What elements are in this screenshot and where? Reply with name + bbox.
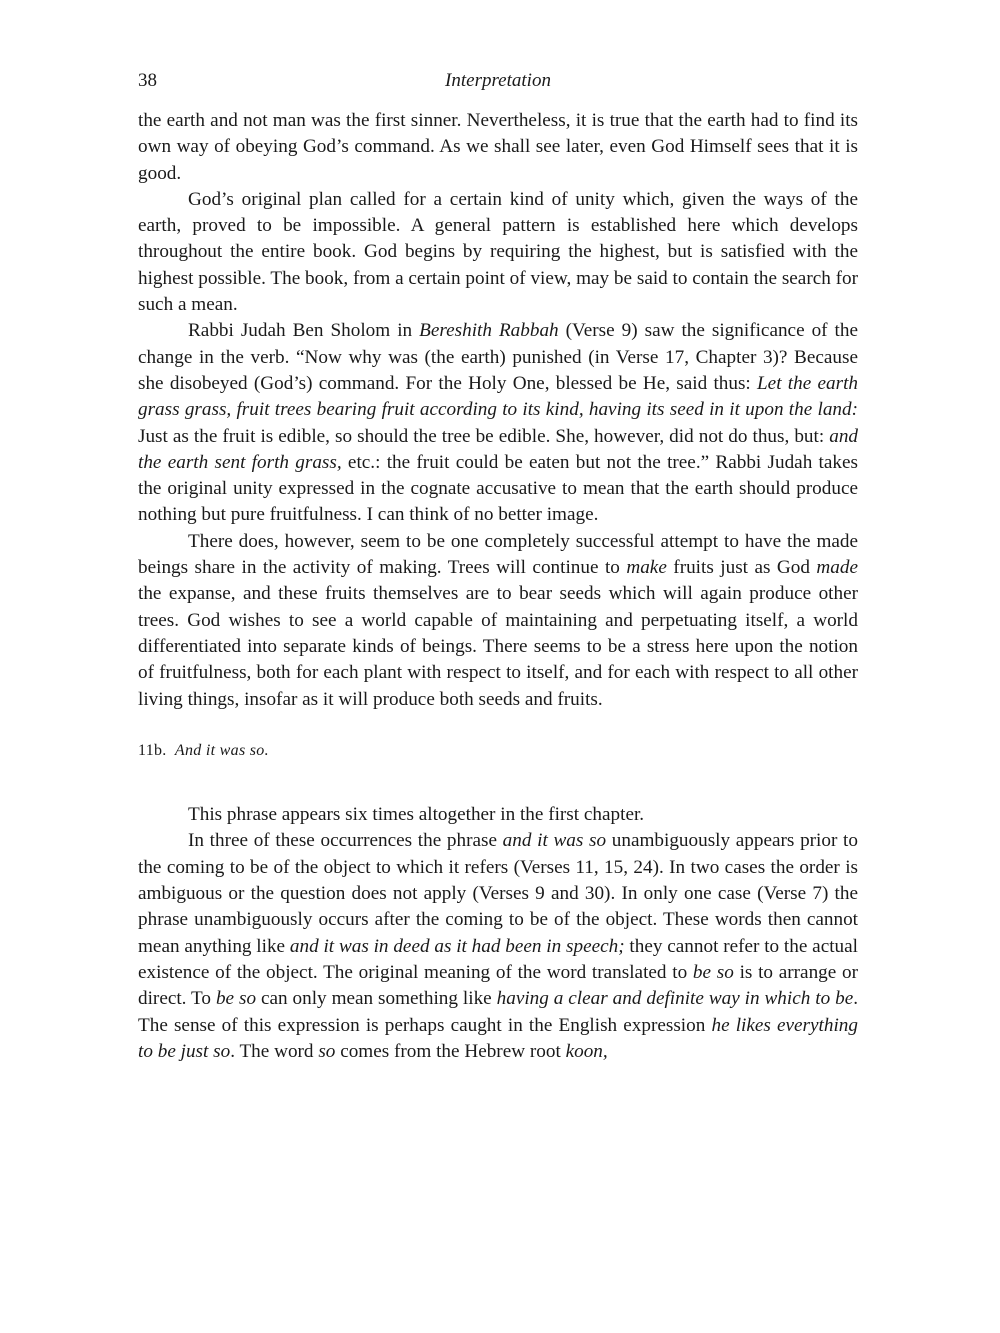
italic-text: made xyxy=(816,557,858,579)
paragraph xyxy=(138,318,858,528)
italic-text: Let the earth grass grass, fruit trees bearing fruit according to its kind, having its seed in it upon the land: xyxy=(138,372,858,421)
page-header xyxy=(138,70,858,100)
text-run: Rabbi Judah Ben Sholom in xyxy=(188,320,420,342)
paragraph xyxy=(138,108,858,187)
italic-text: koon, xyxy=(565,1040,608,1062)
text-run: . The sense of this expression is perhaps caught in the English expression xyxy=(138,988,859,1036)
text-run: fruits just as God xyxy=(666,557,817,579)
text-run: comes from the Hebrew root xyxy=(335,1040,566,1062)
paragraph xyxy=(138,828,858,1065)
page-number: 38 xyxy=(138,70,157,91)
italic-text: so xyxy=(318,1040,336,1062)
paragraph-group-2 xyxy=(138,802,858,1065)
text-run: unambiguously appears prior to the coming to be of the object to which it refers (Verses 11, 15, 24). In two cases the order is ambiguous or the question does not apply (Verses 9 and 30). In only one case (Verse 7) the phrase unambiguously occurs after the coming to be of the object. These words then cannot mean anything like xyxy=(138,830,858,957)
text-run: In three of these occurrences the phrase xyxy=(188,830,503,852)
text-run: God’s original plan called for a certain kind of unity which, given the ways of the earth, proved to be impossible. A general pattern is established here which develops throughout the entire book. God begins by requiring the highest, but is satisfied with the highest possible. The book, from a certain point of view, may be said to contain the search for such a mean. xyxy=(138,188,858,316)
text-run: is to arrange or direct. To xyxy=(138,961,858,1010)
text-run: can only mean something like xyxy=(256,988,497,1010)
text-run: This phrase appears six times altogether in the first chapter. xyxy=(188,804,645,826)
paragraph-group-1 xyxy=(138,108,858,713)
text-run: There does, however, seem to be one completely successful attempt to have the made beings share in the activity of making. Trees will continue to xyxy=(138,530,858,579)
italic-text: having a clear and definite way in which to be xyxy=(496,988,854,1010)
book-page xyxy=(138,70,858,1065)
italic-text: and it was in deed as it had been in speech; xyxy=(289,935,625,957)
body-text xyxy=(138,108,858,1065)
italic-text: and it was so xyxy=(502,830,607,852)
italic-text: be so xyxy=(215,988,257,1010)
italic-text: Bereshith Rabbah xyxy=(419,320,559,342)
italic-text: make xyxy=(626,557,667,579)
italic-text: he likes everything to be just so xyxy=(138,1014,858,1062)
section-number: 11b. xyxy=(138,741,167,759)
text-run: the expanse, and these fruits themselves are to bear seeds which will again produce other trees. God wishes to see a world capable of maintaining and perpetuating itself, a world differentiated into separate kinds of beings. There seems to be a stress here upon the notion of fruitfulness, both for each plant with respect to itself, and for each with respect to all other living things, insofar as it will produce both seeds and fruits. xyxy=(138,583,858,710)
section-heading xyxy=(138,738,858,764)
section-title: And it was so. xyxy=(174,741,269,759)
paragraph xyxy=(138,529,858,713)
text-run: they cannot refer to the actual existence of the object. The original meaning of the word translated to xyxy=(138,935,858,983)
italic-text: and the earth sent forth grass, xyxy=(138,425,858,473)
running-head: Interpretation xyxy=(445,70,551,91)
text-run: (Verse 9) saw the significance of the change in the verb. “Now why was (the earth) punished (in Verse 17, Chapter 3)? Because she disobeyed (God’s) command. For the Holy One, blessed be He, said thus: xyxy=(138,320,858,394)
text-run: etc.: the fruit could be eaten but not the tree.” Rabbi Judah takes the original unity expressed in the cognate accusative to mean that the earth should produce nothing but pure fruitfulness. I can think of no better image. xyxy=(138,451,858,526)
text-run: the earth and not man was the first sinner. Nevertheless, it is true that the earth had to find its own way of obeying God’s command. As we shall see later, even God Himself sees that it is good. xyxy=(138,110,858,184)
paragraph xyxy=(138,187,858,318)
italic-text: be so xyxy=(692,961,734,983)
text-run: . The word xyxy=(230,1040,319,1062)
paragraph xyxy=(138,802,858,828)
text-run: Just as the fruit is edible, so should the tree be edible. She, however, did not do thus, but: xyxy=(138,425,830,447)
